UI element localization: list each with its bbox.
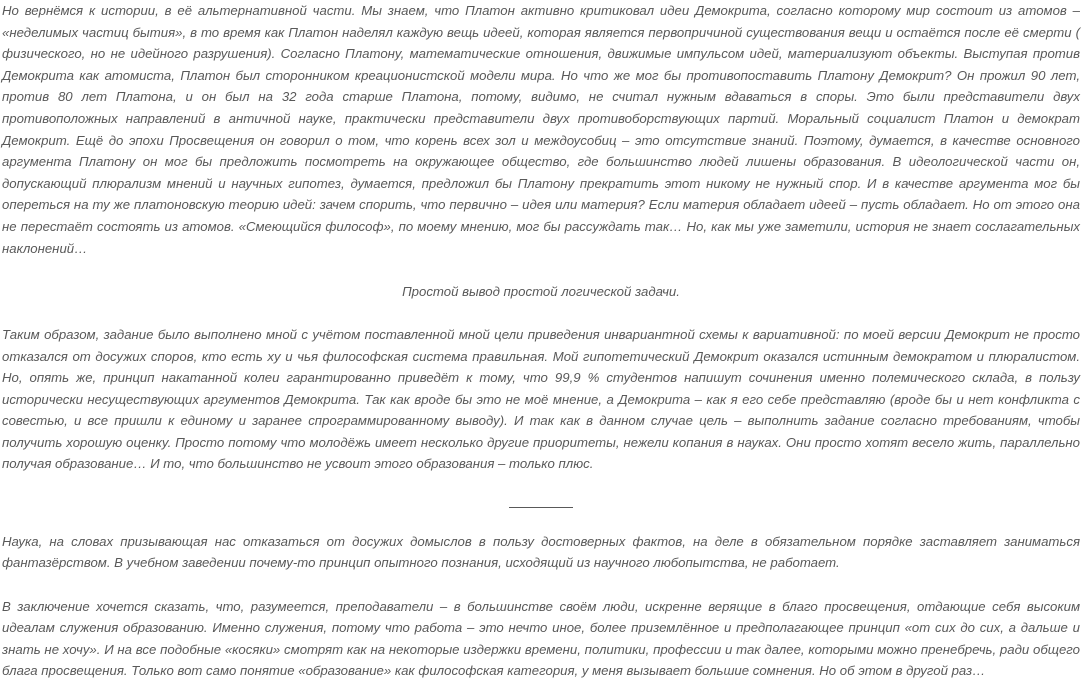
blank-line	[2, 302, 1080, 324]
paragraph-alternative-history: Но вернёмся к истории, в её альтернативной части. Мы знаем, что Платон активно критиковал идеи Демокрита, согласно которому мир состоит из атомов – «неделимых частиц бытия», в то время как Платон наделял каждую вещь идеей, которая является первопричиной существования вещи и остаётся после её смерти ( физического, но не идейного разрушения). Согласно Платону, математические отношения, движимые импульсом идей, материализуют объекты. Выступая против Демокрита как атомиста, Платон был сторонником креационистской модели мира. Но что же мог бы противопоставить Платону Демокрит? Он прожил 90 лет, против 80 лет Платона, и он был на 32 года старше Платона, потому, видимо, не считал нужным вдаваться в споры. Это были представители двух противоположных направлений в античной науке, практически представители двух противоборствующих партий. Моральный социалист Платон и демократ Демокрит. Ещё до эпохи Просвещения он говорил о том, что корень всех зол и междоусобиц – это отсутствие знаний. Поэтому, думается, в качестве основного аргумента Платону он мог бы предложить посмотреть на окружающее общество, где большинство людей лишены образования. В идеологической части он, допускающий плюрализм мнений и научных гипотез, думается, предложил бы Платону прекратить этот никому не нужный спор. И в качестве аргумента мог бы опереться на ту же платоновскую теорию идей: зачем спорить, что первично – идея или материя? Если материя обладает идеей – пусть обладает. Но от этого она не перестаёт состоять из атомов. «Смеющийся философ», по моему мнению, мог бы рассуждать так… Но, как мы уже заметили, история не знает сослагательных наклонений…	[2, 3, 1080, 256]
blank-line	[2, 259, 1080, 281]
blank-line	[2, 475, 1080, 497]
section-divider	[509, 507, 573, 520]
paragraph-conclusion-task: Таким образом, задание было выполнено мной с учётом поставленной мной цели приведения инвариантной схемы к вариативной: по моей версии Демокрит не просто отказался от досужих споров, кто есть ху и чья философская система правильная. Мой гипотетический Демокрит оказался истинным демократом и плюралистом. Но, опять же, принцип накатанной колеи гарантированно приведёт к тому, что 99,9 % студентов напишут сочинения именно полемического склада, в пользу исторически несуществующих аргументов Демокрита. Так как вроде бы это не моё мнение, а Демокрита – как я его себе представляю (вроде бы и нет конфликта с совестью, и все пришли к единому и заранее спрограммированному выводу). И так как в данном случае цель – выполнить задание согласно требованиям, чтобы получить хорошую оценку. Просто потому что молодёжь имеет несколько другие приоритеты, нежели копания в науках. Они просто хотят весело жить, параллельно получая образование… И то, что большинство не усвоит этого образования – только плюс.	[2, 326, 1080, 472]
section-heading: Простой вывод простой логической задачи.	[402, 283, 680, 299]
blank-line	[2, 574, 1080, 596]
paragraph-science: Наука, на словах призывающая нас отказаться от досужих домыслов в пользу достоверных фактов, на деле в обязательном порядке заставляет заниматься фантазёрством. В учебном заведении почему-то принцип опытного познания, исходящий из научного любопытства, не работает.	[2, 533, 1080, 571]
paragraph-final-remarks: В заключение хочется сказать, что, разумеется, преподаватели – в большинстве своём люди, искренне верящие в благо просвещения, отдающие себя высоким идеалам служения образованию. Именно служения, потому что работа – это нечто иное, более приземлённое и предполагающее принцип «от сих до сих, а дальше и знать не хочу». И на все подобные «косяки» смотрят как на некоторые издержки времени, политики, профессии и так далее, которыми можно пренебречь, ради общего блага просвещения. Только вот само понятие «образование» как философская категория, у меня вызывает большие сомнения. Но об этом в другой раз…	[2, 598, 1080, 679]
